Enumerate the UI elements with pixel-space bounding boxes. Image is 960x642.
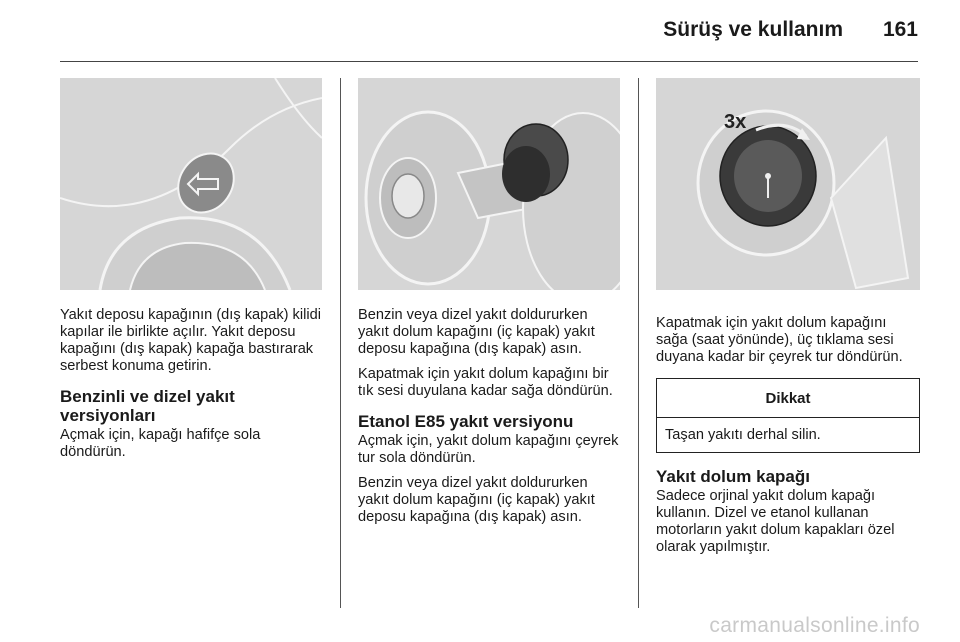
- body-paragraph: Benzin veya dizel yakıt doldururken yakıt dolum kapağını (iç kapak) yakıt deposu kapağına (dış kapak) asın.: [358, 307, 595, 357]
- column-3: [656, 78, 920, 564]
- notice-title: Dikkat: [657, 379, 919, 418]
- page-number: 161: [882, 18, 918, 41]
- section-heading: Yakıt dolum kapağı: [656, 467, 810, 486]
- header-rule: [60, 61, 918, 62]
- body-paragraph: Açmak için, yakıt dolum kapağını çeyrek tur sola döndürün.: [358, 433, 619, 466]
- fuel-cap-hanging-illustration: [358, 78, 620, 290]
- fuel-cap-close-illustration: [656, 78, 920, 290]
- fuel-door-drawing: [60, 78, 322, 290]
- section-heading: Etanol E85 yakıt versiyonu: [358, 412, 574, 431]
- body-paragraph: Açmak için, kapağı hafifçe sola döndürün.: [60, 427, 261, 460]
- column-divider: [638, 78, 639, 608]
- figure-label: 3x: [724, 111, 747, 133]
- fuel-door-exterior-illustration: [60, 78, 322, 290]
- watermark: carmanualsonline.info: [709, 614, 920, 637]
- body-paragraph: Kapatmak için yakıt dolum kapağını sağa (saat yönünde), üç tıklama sesi duyana kadar bir çeyrek tur döndürün.: [656, 315, 903, 365]
- column-2: [358, 78, 620, 534]
- page-header: [0, 0, 960, 62]
- notice-box: [656, 378, 920, 453]
- fuel-cap-drawing: [358, 78, 620, 290]
- body-paragraph: Kapatmak için yakıt dolum kapağını bir tık sesi duyulana kadar sağa döndürün.: [358, 366, 613, 399]
- section-heading: Benzinli ve dizel yakıt versiyonları: [60, 387, 235, 425]
- intro-paragraph: Yakıt deposu kapağının (dış kapak) kilidi kapılar ile birlikte açılır. Yakıt deposu kapağını (dış kapak) kapağa bastırarak serbest konuma getirin.: [60, 307, 321, 374]
- fuel-cap-close-drawing: [656, 78, 920, 290]
- column-divider: [340, 78, 341, 608]
- page-title: Sürüş ve kullanım: [663, 18, 843, 41]
- body-paragraph: Benzin veya dizel yakıt doldururken yakıt dolum kapağını (iç kapak) yakıt deposu kapağına (dış kapak) asın.: [358, 475, 595, 525]
- body-paragraph: Sadece orjinal yakıt dolum kapağı kullanın. Dizel ve etanol kullanan motorların yakıt dolum kapakları özel olarak yapılmıştır.: [656, 488, 895, 555]
- column-1: [60, 78, 322, 469]
- notice-body: Taşan yakıtı derhal silin.: [665, 427, 821, 443]
